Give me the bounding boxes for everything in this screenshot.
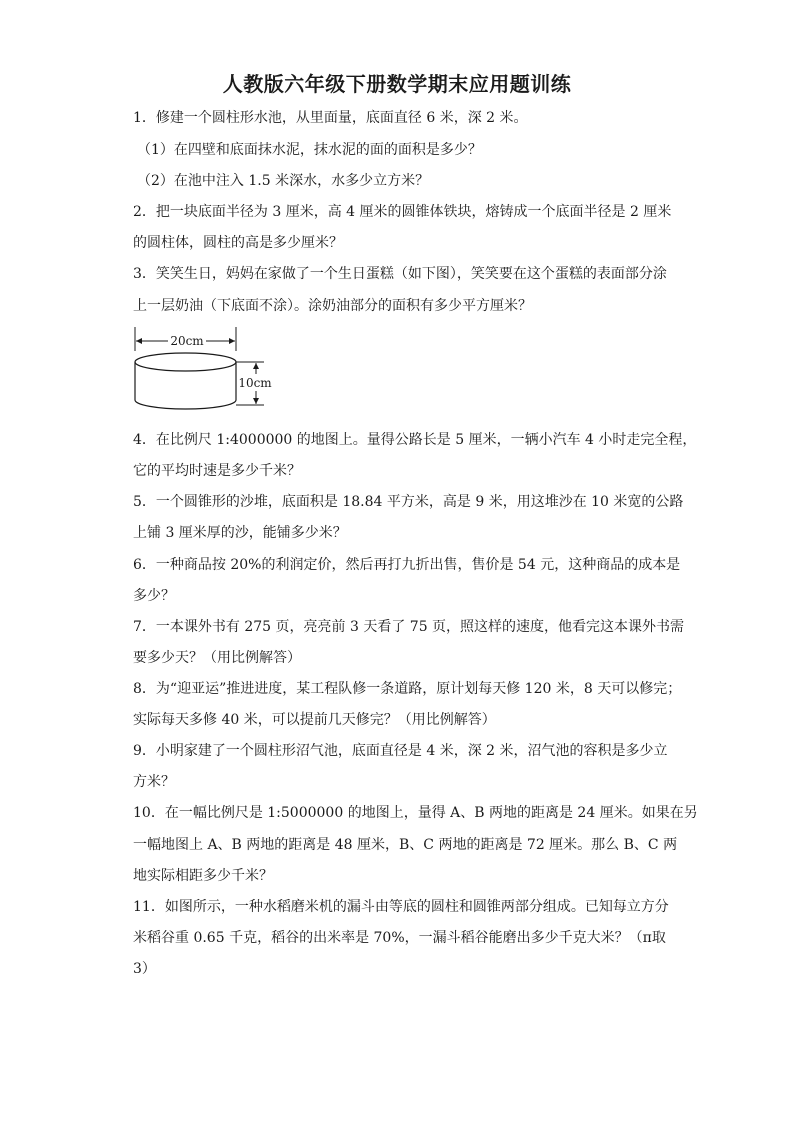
problem-10-line-3: 地实际相距多少千米？	[133, 868, 273, 884]
cylinder-bottom-arc	[135, 400, 236, 409]
cylinder-top-ellipse	[135, 353, 236, 371]
cake-cylinder-figure	[128, 325, 278, 417]
diameter-arrowhead-left	[136, 338, 142, 344]
problem-2-line-1: 2．把一块底面半径为 3 厘米，高 4 厘米的圆锥体铁块，熔铸成一个底面半径是 2 厘米	[133, 204, 672, 220]
problem-9-line-1: 9．小明家建了一个圆柱形沼气池，底面直径是 4 米，深 2 米，沼气池的容积是多少立	[133, 743, 668, 759]
problem-8-line-2: 实际每天多修 40 米，可以提前几天修完？（用比例解答）	[133, 712, 496, 728]
problem-5-line-1: 5．一个圆锥形的沙堆，底面积是 18.84 平方米，高是 9 米，用这堆沙在 10 米宽的公路	[133, 494, 684, 510]
problem-7-line-1: 7．一本课外书有 275 页，亮亮前 3 天看了 75 页，照这样的速度，他看完这本课外书需	[133, 619, 685, 635]
page-title: 人教版六年级下册数学期末应用题训练	[222, 72, 572, 96]
problem-3-line-1: 3．笑笑生日，妈妈在家做了一个生日蛋糕（如下图），笑笑要在这个蛋糕的表面部分涂	[133, 266, 667, 282]
height-label: 10cm	[238, 376, 272, 390]
problem-1-part-1: （1）在四壁和底面抹水泥，抹水泥的面的面积是多少？	[137, 142, 482, 158]
problem-10-line-1: 10．在一幅比例尺是 1:5000000 的地图上，量得 A、B 两地的距离是 24 厘米。如果在另	[133, 805, 698, 821]
problem-11-line-3: 3）	[133, 961, 156, 977]
height-arrowhead-top	[253, 363, 259, 369]
problem-2-line-2: 的圆柱体，圆柱的高是多少厘米？	[133, 235, 343, 251]
problem-4-line-2: 它的平均时速是多少千米？	[133, 463, 301, 479]
problem-7-line-2: 要多少天？（用比例解答）	[133, 650, 301, 666]
problem-6-line-1: 6．一种商品按 20%的利润定价，然后再打九折出售，售价是 54 元，这种商品的成本是	[133, 557, 681, 573]
problem-5-line-2: 上铺 3 厘米厚的沙，能铺多少米？	[133, 525, 347, 541]
diameter-label: 20cm	[170, 334, 204, 348]
problem-1-line-1: 1．修建一个圆柱形水池，从里面量，底面直径 6 米，深 2 米。	[133, 110, 528, 126]
height-arrowhead-bottom	[253, 398, 259, 404]
problem-6-line-2: 多少？	[133, 588, 175, 604]
diameter-arrowhead-right	[229, 338, 235, 344]
problem-11-line-1: 11．如图所示，一种水稻磨米机的漏斗由等底的圆柱和圆锥两部分组成。已知每立方分	[133, 899, 669, 915]
problem-11-line-2: 米稻谷重 0.65 千克，稻谷的出米率是 70%，一漏斗稻谷能磨出多少千克大米？（π取	[133, 930, 666, 946]
problem-8-line-1: 8．为“迎亚运”推进进度，某工程队修一条道路，原计划每天修 120 米，8 天可以修完；	[133, 681, 682, 697]
problem-10-line-2: 一幅地图上 A、B 两地的距离是 48 厘米，B、C 两地的距离是 72 厘米。那么 B、C 两	[133, 837, 678, 853]
problem-4-line-1: 4．在比例尺 1:4000000 的地图上。量得公路长是 5 厘米，一辆小汽车 4 小时走完全程，	[133, 432, 697, 448]
problem-9-line-2: 方米？	[133, 774, 175, 790]
problem-3-line-2: 上一层奶油（下底面不涂）。涂奶油部分的面积有多少平方厘米？	[133, 298, 532, 314]
problem-1-part-2: （2）在池中注入 1.5 米深水，水多少立方米？	[137, 173, 430, 189]
